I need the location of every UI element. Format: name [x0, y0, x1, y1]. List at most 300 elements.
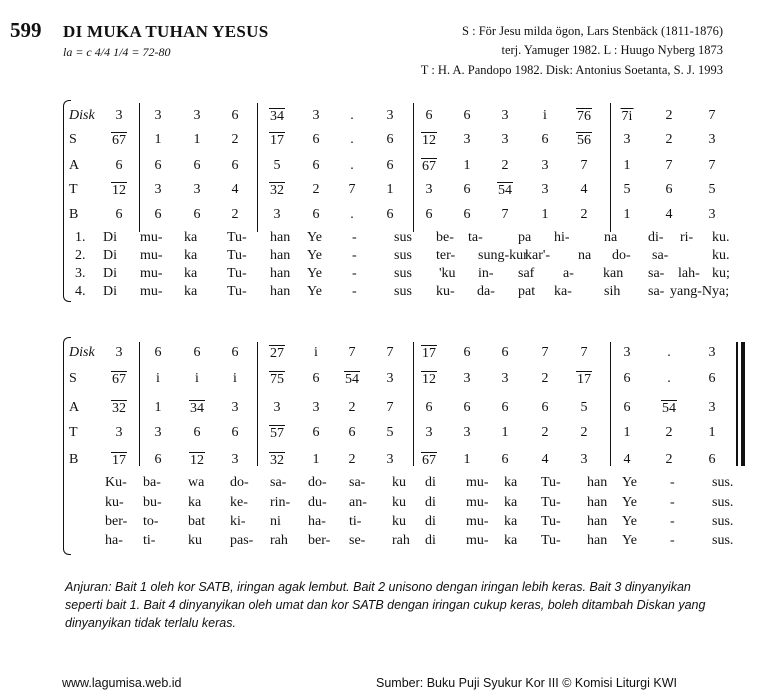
credit-line-1: S : För Jesu milda ögon, Lars Stenbäck (1811-1876) [462, 24, 723, 38]
hymn-title: DI MUKA TUHAN YESUS [63, 22, 269, 41]
note-cell: 6 [623, 371, 631, 386]
lyric-syllable: ka [184, 230, 198, 245]
lyric-syllable: Ye [622, 495, 637, 510]
lyric-syllable: ka [184, 266, 198, 281]
note-cell: 6 [231, 345, 239, 360]
lyric-syllable: Tu- [227, 248, 247, 263]
note-cell: 3 [708, 132, 716, 147]
credit-line-2: terj. Yamuger 1982. L : Huugo Nyberg 1873 [501, 43, 723, 57]
note-cell: 3 [193, 182, 201, 197]
voice-label: B [69, 452, 79, 467]
lyric-syllable: ri- [680, 230, 694, 245]
note-cell: i [543, 108, 547, 123]
lyric-syllable: ka [504, 495, 518, 510]
lyric-syllable: han [270, 266, 291, 281]
lyric-syllable: ki- [230, 514, 246, 529]
bar-line [413, 342, 414, 466]
note-cell: 2 [501, 158, 509, 173]
note-cell: 6 [463, 182, 471, 197]
note-cell: 54 [498, 183, 512, 198]
note-cell: 6 [154, 207, 162, 222]
note-cell: 6 [348, 425, 356, 440]
note-cell: 3 [154, 108, 162, 123]
note-cell: 7 [386, 400, 394, 415]
lyric-syllable: ka [504, 533, 518, 548]
lyric-syllable: wa [188, 475, 205, 490]
lyric-syllable: Tu- [227, 284, 247, 299]
note-cell: 1 [708, 425, 716, 440]
voice-label: B [69, 207, 79, 222]
note-cell: 6 [154, 345, 162, 360]
lyric-syllable: Di [103, 248, 117, 263]
note-cell: 3 [708, 207, 716, 222]
lyric-syllable: han [587, 514, 608, 529]
note-cell: 2 [348, 400, 356, 415]
note-cell: 3 [231, 400, 239, 415]
note-cell: 6 [623, 400, 631, 415]
lyric-syllable: Ye [622, 514, 637, 529]
lyric-syllable: ka- [554, 284, 572, 299]
note-cell: 7 [386, 345, 394, 360]
lyric-syllable: a- [563, 266, 574, 281]
voice-label: S [69, 132, 77, 147]
note-cell: 32 [270, 183, 284, 198]
lyric-syllable: di- [648, 230, 664, 245]
lyric-syllable: hi- [554, 230, 570, 245]
note-cell: 32 [112, 401, 126, 416]
note-cell: 6 [115, 207, 123, 222]
lyric-syllable: do- [612, 248, 631, 263]
note-cell: 3 [501, 132, 509, 147]
lyric-syllable: - [670, 533, 675, 548]
lyric-syllable: mu- [140, 266, 163, 281]
note-cell: 3 [115, 108, 123, 123]
note-cell: 3 [312, 400, 320, 415]
note-cell: 3 [386, 108, 394, 123]
lyric-syllable: sus. [712, 495, 734, 510]
note-cell: 2 [665, 132, 673, 147]
final-barline [741, 342, 745, 466]
note-cell: 3 [541, 182, 549, 197]
website-link[interactable]: www.lagumisa.web.id [62, 676, 182, 690]
lyric-syllable: na [604, 230, 618, 245]
lyric-syllable: Tu- [541, 533, 561, 548]
note-cell: 1 [154, 132, 162, 147]
lyric-syllable: di [425, 533, 436, 548]
lyric-syllable: Di [103, 266, 117, 281]
bar-line [610, 103, 611, 232]
lyric-syllable: di [425, 475, 436, 490]
note-cell: 6 [312, 158, 320, 173]
note-cell: . [350, 108, 354, 123]
note-cell: 56 [577, 133, 591, 148]
note-cell: 1 [154, 400, 162, 415]
lyric-syllable: ka [504, 475, 518, 490]
note-cell: 32 [270, 453, 284, 468]
note-cell: 3 [273, 207, 281, 222]
lyric-syllable: 1. [75, 230, 86, 245]
voice-label: S [69, 371, 77, 386]
lyric-syllable: ni [270, 514, 281, 529]
note-cell: 3 [425, 182, 433, 197]
note-cell: 6 [501, 345, 509, 360]
note-cell: 6 [425, 108, 433, 123]
note-cell: 3 [708, 345, 716, 360]
note-cell: 2 [348, 452, 356, 467]
note-cell: 6 [312, 371, 320, 386]
note-cell: 12 [422, 372, 436, 387]
final-barline [736, 342, 738, 466]
note-cell: 6 [463, 108, 471, 123]
lyric-syllable: in- [478, 266, 494, 281]
note-cell: 54 [345, 372, 359, 387]
lyric-syllable: Ye [622, 475, 637, 490]
lyric-syllable: - [352, 248, 357, 263]
lyric-syllable: ka [184, 284, 198, 299]
note-cell: 3 [580, 452, 588, 467]
lyric-syllable: han [270, 248, 291, 263]
lyric-syllable: 2. [75, 248, 86, 263]
note-cell: 7 [580, 158, 588, 173]
lyric-syllable: - [670, 475, 675, 490]
note-cell: i [156, 371, 160, 386]
note-cell: 12 [422, 133, 436, 148]
note-cell: 6 [386, 207, 394, 222]
note-cell: 12 [112, 183, 126, 198]
lyric-syllable: ka [188, 495, 202, 510]
lyric-syllable: rin- [270, 495, 291, 510]
voice-label: Disk [69, 345, 95, 360]
lyric-syllable: - [352, 266, 357, 281]
note-cell: 7i [621, 109, 633, 124]
note-cell: 1 [623, 425, 631, 440]
lyric-syllable: sus [394, 230, 412, 245]
lyric-syllable: saf [518, 266, 535, 281]
lyric-syllable: sa- [648, 284, 665, 299]
note-cell: 6 [231, 108, 239, 123]
note-cell: 6 [463, 207, 471, 222]
lyric-syllable: do- [230, 475, 249, 490]
lyric-syllable: 3. [75, 266, 86, 281]
note-cell: 3 [501, 108, 509, 123]
note-cell: 3 [708, 400, 716, 415]
note-cell: 6 [193, 207, 201, 222]
bar-line [139, 342, 140, 466]
note-cell: 57 [270, 426, 284, 441]
lyric-syllable: ti- [143, 533, 156, 548]
lyric-syllable: du- [308, 495, 327, 510]
note-cell: 12 [190, 453, 204, 468]
voice-label: A [69, 400, 80, 415]
note-cell: 1 [623, 158, 631, 173]
lyric-syllable: mu- [140, 284, 163, 299]
note-cell: 3 [501, 371, 509, 386]
lyric-syllable: Ye [307, 266, 322, 281]
note-cell: 6 [154, 452, 162, 467]
note-cell: 67 [422, 159, 436, 174]
lyric-syllable: ka [184, 248, 198, 263]
note-cell: . [350, 132, 354, 147]
lyric-syllable: pa [518, 230, 532, 245]
lyric-syllable: ti- [349, 514, 362, 529]
note-cell: 7 [501, 207, 509, 222]
lyric-syllable: na [578, 248, 592, 263]
note-cell: 67 [112, 133, 126, 148]
note-cell: i [233, 371, 237, 386]
lyric-syllable: di [425, 514, 436, 529]
lyric-syllable: Tu- [227, 266, 247, 281]
note-cell: 7 [348, 182, 356, 197]
system-brace [63, 100, 71, 302]
note-cell: 2 [665, 108, 673, 123]
lyric-syllable: mu- [140, 248, 163, 263]
note-cell: 7 [708, 108, 716, 123]
note-cell: 3 [541, 158, 549, 173]
note-cell: 3 [463, 425, 471, 440]
lyric-syllable: mu- [140, 230, 163, 245]
note-cell: 4 [665, 207, 673, 222]
note-cell: 1 [463, 452, 471, 467]
lyric-syllable: ka [504, 514, 518, 529]
lyric-syllable: se- [349, 533, 366, 548]
source-credit: Sumber: Buku Puji Syukur Kor III © Komisi Liturgi KWI [376, 676, 677, 690]
lyric-syllable: Tu- [541, 475, 561, 490]
lyric-syllable: mu- [466, 533, 489, 548]
note-cell: 1 [312, 452, 320, 467]
note-cell: 6 [312, 425, 320, 440]
lyric-syllable: Ye [622, 533, 637, 548]
note-cell: 1 [193, 132, 201, 147]
lyric-syllable: sa- [349, 475, 366, 490]
lyric-syllable: sa- [270, 475, 287, 490]
note-cell: 6 [193, 345, 201, 360]
lyric-syllable: han [270, 230, 291, 245]
note-cell: 3 [154, 182, 162, 197]
note-cell: 6 [154, 158, 162, 173]
note-cell: 2 [541, 425, 549, 440]
note-cell: 2 [312, 182, 320, 197]
lyric-syllable: ku- [105, 495, 124, 510]
lyric-syllable: ke- [230, 495, 248, 510]
note-cell: 3 [425, 425, 433, 440]
note-cell: 2 [580, 207, 588, 222]
lyric-syllable: pat [518, 284, 536, 299]
note-cell: 6 [425, 207, 433, 222]
bar-line [139, 103, 140, 232]
note-cell: 1 [541, 207, 549, 222]
lyric-syllable: ku [188, 533, 202, 548]
note-cell: 1 [386, 182, 394, 197]
lyric-syllable: sus. [712, 475, 734, 490]
note-cell: 17 [270, 133, 284, 148]
note-cell: 6 [708, 452, 716, 467]
lyric-syllable: Ye [307, 230, 322, 245]
lyric-syllable: ba- [143, 475, 161, 490]
lyric-syllable: Tu- [541, 495, 561, 510]
lyric-syllable: - [352, 284, 357, 299]
note-cell: 3 [193, 108, 201, 123]
lyric-syllable: 'ku [439, 266, 456, 281]
lyric-syllable: ber- [308, 533, 331, 548]
lyric-syllable: han [587, 475, 608, 490]
note-cell: 6 [386, 132, 394, 147]
lyric-syllable: be- [436, 230, 454, 245]
lyric-syllable: Di [103, 284, 117, 299]
lyric-syllable: sus. [712, 533, 734, 548]
performance-instructions: Anjuran: Bait 1 oleh kor SATB, iringan agak lembut. Bait 2 unisono dengan iringan lebih keras. Bait 3 dinyanyikan seperti bait 1. Bait 4 dinyanyikan oleh umat dan kor SATB dengan iringan cukup keras, boleh ditambah Diskan yang dinyanyikan tidak terlalu keras. [65, 580, 706, 630]
lyric-syllable: do- [308, 475, 327, 490]
note-cell: 5 [273, 158, 281, 173]
lyric-syllable: ku [392, 514, 406, 529]
note-cell: 3 [115, 425, 123, 440]
lyric-syllable: da- [477, 284, 495, 299]
note-cell: . [350, 158, 354, 173]
lyric-syllable: sih [604, 284, 621, 299]
note-cell: 76 [577, 109, 591, 124]
lyric-syllable: Tu- [541, 514, 561, 529]
lyric-syllable: Ye [307, 284, 322, 299]
lyric-syllable: mu- [466, 475, 489, 490]
note-cell: i [195, 371, 199, 386]
note-cell: 67 [112, 372, 126, 387]
note-cell: 1 [623, 207, 631, 222]
credit-line-3: T : H. A. Pandopo 1982. Disk: Antonius Soetanta, S. J. 1993 [420, 63, 723, 77]
bar-line [257, 103, 258, 232]
note-cell: 3 [386, 371, 394, 386]
note-cell: 6 [541, 400, 549, 415]
note-cell: 3 [386, 452, 394, 467]
lyric-syllable: ha- [105, 533, 123, 548]
note-cell: 6 [231, 425, 239, 440]
note-cell: 2 [665, 425, 673, 440]
note-cell: 2 [231, 207, 239, 222]
note-cell: 1 [463, 158, 471, 173]
note-cell: 6 [501, 452, 509, 467]
lyric-syllable: sa- [652, 248, 669, 263]
lyric-syllable: ku. [712, 230, 730, 245]
note-cell: 7 [708, 158, 716, 173]
lyric-syllable: ku; [712, 266, 730, 281]
lyric-syllable: - [352, 230, 357, 245]
system-brace [63, 337, 71, 555]
lyric-syllable: Ye [307, 248, 322, 263]
hymn-number: 599 [10, 18, 42, 42]
bar-line [610, 342, 611, 466]
voice-label: T [69, 425, 78, 440]
lyric-syllable: bu- [143, 495, 162, 510]
note-cell: 4 [580, 182, 588, 197]
note-cell: 6 [425, 400, 433, 415]
note-cell: 5 [708, 182, 716, 197]
note-cell: 34 [270, 109, 284, 124]
lyric-syllable: - [670, 514, 675, 529]
note-cell: . [667, 345, 671, 360]
note-cell: 5 [580, 400, 588, 415]
note-cell: 6 [312, 207, 320, 222]
note-cell: 6 [463, 400, 471, 415]
note-cell: 4 [231, 182, 239, 197]
note-cell: 2 [665, 452, 673, 467]
lyric-syllable: Ku- [105, 475, 127, 490]
note-cell: 4 [541, 452, 549, 467]
lyric-syllable: sus [394, 248, 412, 263]
lyric-syllable: ku [392, 475, 406, 490]
note-cell: 2 [541, 371, 549, 386]
note-cell: 7 [665, 158, 673, 173]
lyric-syllable: mu- [466, 495, 489, 510]
voice-label: T [69, 182, 78, 197]
note-cell: 7 [580, 345, 588, 360]
note-cell: 3 [623, 345, 631, 360]
voice-label: Disk [69, 108, 95, 123]
lyric-syllable: to- [143, 514, 159, 529]
note-cell: 5 [623, 182, 631, 197]
lyric-syllable: han [587, 533, 608, 548]
note-cell: 3 [623, 132, 631, 147]
lyric-syllable: pas- [230, 533, 254, 548]
note-cell: 6 [541, 132, 549, 147]
note-cell: 7 [541, 345, 549, 360]
note-cell: 54 [662, 401, 676, 416]
note-cell: 1 [501, 425, 509, 440]
note-cell: 75 [270, 372, 284, 387]
bar-line [257, 342, 258, 466]
note-cell: 67 [422, 453, 436, 468]
note-cell: . [667, 371, 671, 386]
key-tempo: la = c 4/4 1/4 = 72-80 [63, 45, 171, 59]
note-cell: 2 [231, 132, 239, 147]
note-cell: 17 [112, 453, 126, 468]
note-cell: 5 [386, 425, 394, 440]
note-cell: 6 [665, 182, 673, 197]
note-cell: 6 [193, 425, 201, 440]
note-cell: 34 [190, 401, 204, 416]
lyric-syllable: an- [349, 495, 367, 510]
note-cell: 3 [154, 425, 162, 440]
lyric-syllable: kar'- [525, 248, 551, 263]
lyric-syllable: - [670, 495, 675, 510]
note-cell: 2 [580, 425, 588, 440]
lyric-syllable: ber- [105, 514, 128, 529]
lyric-syllable: ta- [468, 230, 483, 245]
lyric-syllable: rah [392, 533, 410, 548]
note-cell: . [350, 207, 354, 222]
note-cell: 3 [463, 132, 471, 147]
note-cell: 6 [463, 345, 471, 360]
note-cell: 6 [115, 158, 123, 173]
note-cell: 3 [463, 371, 471, 386]
lyric-syllable: ku [392, 495, 406, 510]
note-cell: i [314, 345, 318, 360]
lyric-syllable: mu- [466, 514, 489, 529]
note-cell: 7 [348, 345, 356, 360]
note-cell: 17 [422, 346, 436, 361]
note-cell: 6 [708, 371, 716, 386]
lyric-syllable: 4. [75, 284, 86, 299]
note-cell: 6 [231, 158, 239, 173]
lyric-syllable: Di [103, 230, 117, 245]
lyric-syllable: sung-kur [478, 248, 528, 263]
voice-label: A [69, 158, 80, 173]
lyric-syllable: sa- [648, 266, 665, 281]
bar-line [413, 103, 414, 232]
note-cell: 6 [193, 158, 201, 173]
note-cell: 6 [501, 400, 509, 415]
lyric-syllable: kan [603, 266, 624, 281]
note-cell: 4 [623, 452, 631, 467]
note-cell: 3 [273, 400, 281, 415]
lyric-syllable: yang-Nya; [670, 284, 730, 299]
